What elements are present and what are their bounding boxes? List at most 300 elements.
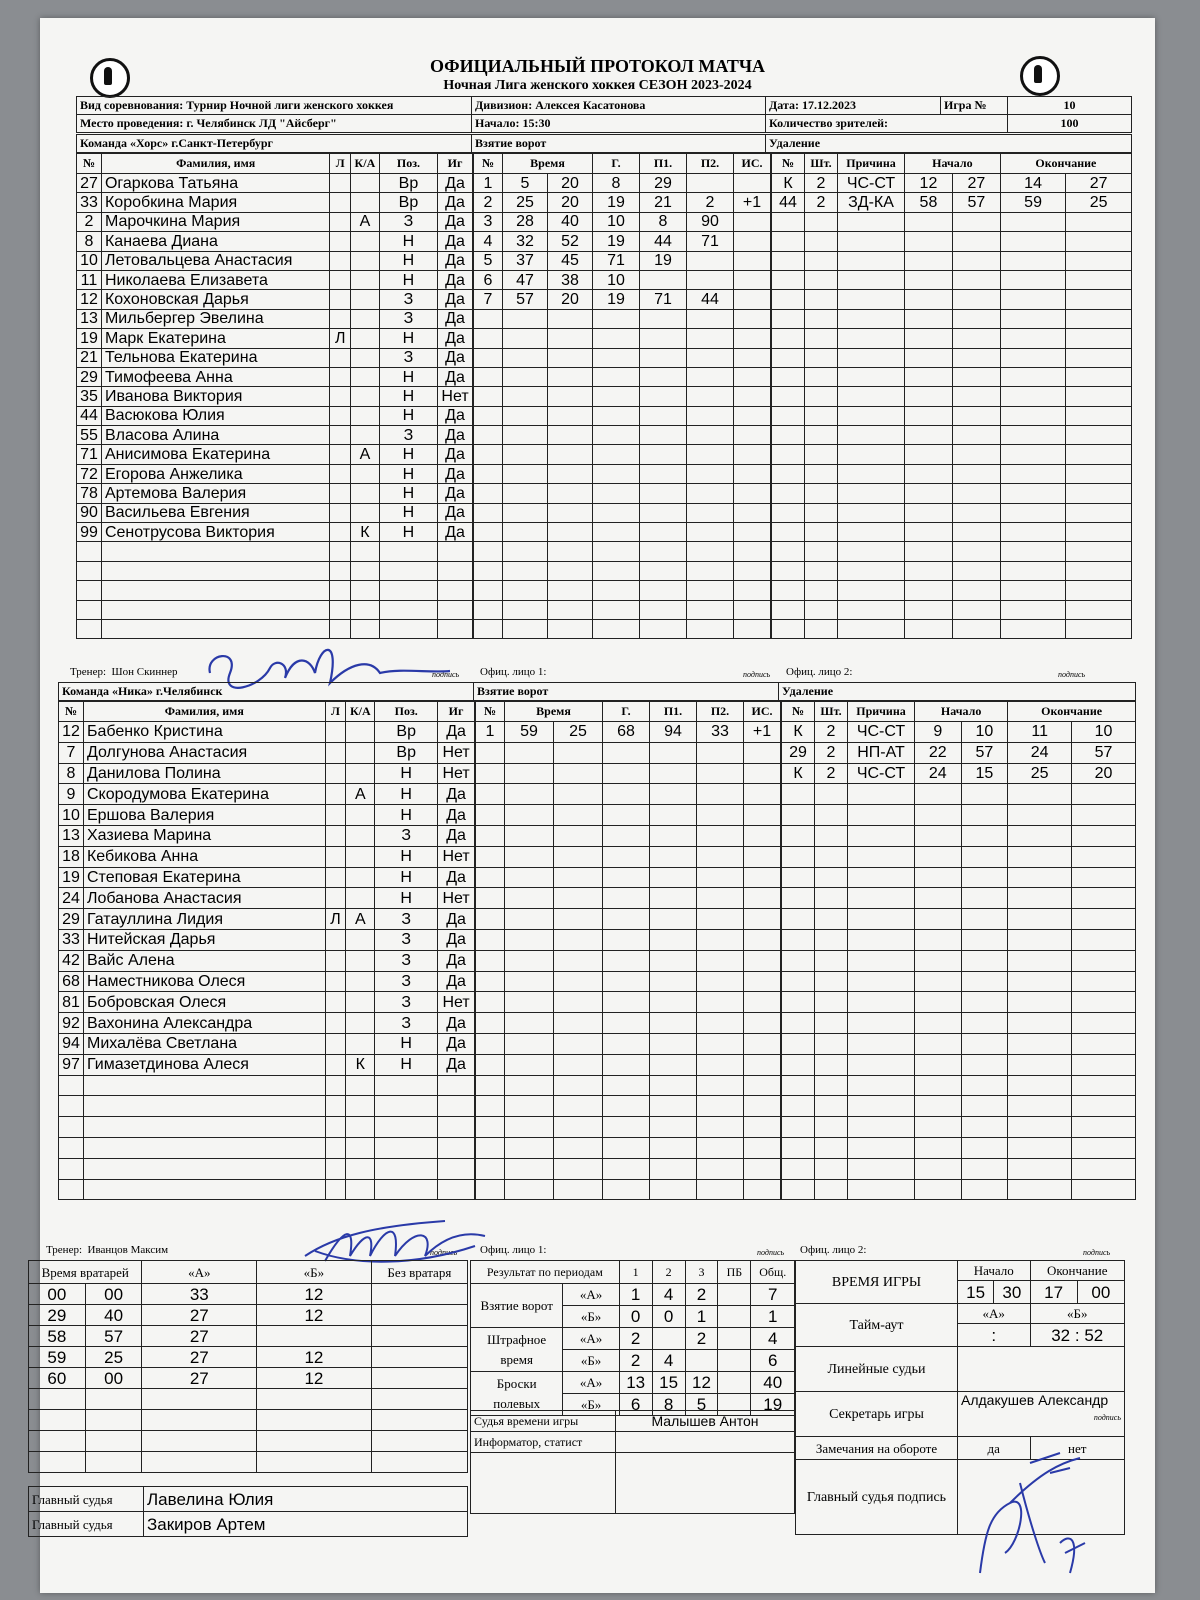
player-name bbox=[83, 1179, 325, 1200]
pen-end-min bbox=[1008, 1096, 1072, 1117]
player-l bbox=[330, 581, 351, 600]
player-pos: Вр bbox=[375, 722, 438, 743]
pen-reason bbox=[838, 542, 905, 561]
player-ka bbox=[350, 367, 379, 386]
player-played bbox=[438, 1179, 475, 1200]
table-row bbox=[772, 581, 1132, 600]
goal-min bbox=[505, 950, 554, 971]
player-number: 21 bbox=[77, 348, 102, 367]
pen-end-min bbox=[1000, 270, 1066, 289]
goal-min bbox=[503, 426, 548, 445]
goal-no bbox=[474, 309, 503, 328]
goal-min: 5 bbox=[503, 174, 548, 193]
col-header: Г. bbox=[593, 154, 640, 174]
col-header: Фамилия, имя bbox=[101, 154, 329, 174]
pen-reason bbox=[838, 367, 905, 386]
goal-sec bbox=[548, 464, 593, 483]
player-number: 81 bbox=[59, 992, 84, 1013]
pen-minutes bbox=[805, 232, 838, 251]
pen-player: 29 bbox=[782, 742, 815, 763]
col-header: Причина bbox=[848, 702, 915, 722]
player-played bbox=[438, 1075, 475, 1096]
goal-sec bbox=[554, 1137, 603, 1158]
table-row bbox=[782, 1096, 1136, 1117]
pen-end-sec bbox=[1072, 1075, 1136, 1096]
table-row bbox=[474, 329, 771, 348]
pen-end-sec bbox=[1066, 523, 1132, 542]
goal-min bbox=[505, 1013, 554, 1034]
secretary-cell bbox=[958, 1392, 1125, 1437]
goal-no bbox=[476, 1075, 505, 1096]
period-2: 0 bbox=[652, 1306, 685, 1328]
player-number: 12 bbox=[77, 290, 102, 309]
table-row bbox=[59, 1013, 475, 1034]
pen-reason bbox=[838, 270, 905, 289]
player-ka bbox=[350, 251, 379, 270]
goal-sec bbox=[548, 600, 593, 619]
pen-end-min: 11 bbox=[1008, 722, 1072, 743]
player-ka bbox=[346, 1033, 375, 1054]
timeout-b-label: «Б» bbox=[1030, 1304, 1125, 1324]
goal-sec bbox=[554, 929, 603, 950]
goal-strength bbox=[734, 387, 771, 406]
goal-no bbox=[476, 1137, 505, 1158]
player-number bbox=[77, 561, 102, 580]
player-pos: З bbox=[379, 348, 437, 367]
goalie-empty-net bbox=[371, 1347, 467, 1368]
col-header: № bbox=[77, 154, 102, 174]
player-number bbox=[59, 1158, 84, 1179]
pen-reason bbox=[838, 561, 905, 580]
goal-no bbox=[476, 1117, 505, 1138]
goal-scorer bbox=[603, 1158, 650, 1179]
goal-scorer bbox=[603, 888, 650, 909]
goalie-empty-net bbox=[371, 1452, 467, 1473]
table-row bbox=[782, 1054, 1136, 1075]
period-col-header: 1 bbox=[619, 1261, 652, 1284]
pen-player: К bbox=[782, 763, 815, 784]
goal-min bbox=[503, 619, 548, 638]
table-row bbox=[474, 445, 771, 464]
goal-strength bbox=[734, 523, 771, 542]
table-row bbox=[782, 846, 1136, 867]
player-name: Канаева Диана bbox=[101, 232, 329, 251]
goalie-b: 12 bbox=[257, 1368, 372, 1389]
chief-referee-1-label: Главный судья bbox=[29, 1487, 144, 1512]
team-b-header bbox=[58, 682, 1136, 701]
table-row bbox=[77, 212, 473, 231]
player-name: Огаркова Татьяна bbox=[101, 174, 329, 193]
table-row bbox=[77, 523, 473, 542]
table-row bbox=[59, 763, 475, 784]
pen-start-sec: 15 bbox=[961, 763, 1008, 784]
goal-scorer bbox=[603, 1075, 650, 1096]
table-row bbox=[29, 1410, 468, 1431]
goalie-a bbox=[142, 1389, 257, 1410]
goal-no bbox=[476, 1054, 505, 1075]
table-row bbox=[59, 1054, 475, 1075]
goal-assist1 bbox=[640, 348, 687, 367]
pen-start-min bbox=[905, 503, 953, 522]
goal-assist2 bbox=[687, 484, 734, 503]
match-date: Дата: 17.12.2023 bbox=[766, 97, 941, 115]
goal-sec bbox=[548, 523, 593, 542]
period-total: 4 bbox=[751, 1328, 795, 1350]
goal-strength bbox=[734, 581, 771, 600]
pen-start-min bbox=[915, 950, 962, 971]
table-row bbox=[471, 1372, 795, 1394]
goalie-sec bbox=[85, 1389, 142, 1410]
goal-scorer bbox=[603, 867, 650, 888]
player-played bbox=[438, 1117, 475, 1138]
pen-reason bbox=[848, 1117, 915, 1138]
player-ka: А bbox=[350, 212, 379, 231]
pen-end-sec bbox=[1066, 503, 1132, 522]
col-header: П1. bbox=[650, 702, 697, 722]
pen-start-min bbox=[915, 1117, 962, 1138]
team-b-goals-title: Взятие ворот bbox=[474, 683, 779, 701]
player-l bbox=[325, 992, 346, 1013]
player-name: Гатауллина Лидия bbox=[83, 909, 325, 930]
pen-start-min bbox=[915, 992, 962, 1013]
goalie-b: 12 bbox=[257, 1347, 372, 1368]
goal-assist2 bbox=[697, 742, 744, 763]
player-pos bbox=[379, 542, 437, 561]
goal-min bbox=[503, 561, 548, 580]
player-played: Да bbox=[438, 950, 475, 971]
player-played: Да bbox=[438, 1033, 475, 1054]
goal-assist2 bbox=[697, 1075, 744, 1096]
goal-sec: 45 bbox=[548, 251, 593, 270]
chief-referee-2-label: Главный судья bbox=[29, 1512, 144, 1537]
pen-minutes: 2 bbox=[815, 763, 848, 784]
col-header: К/А bbox=[346, 702, 375, 722]
goal-min: 32 bbox=[503, 232, 548, 251]
secretary-signature bbox=[960, 1443, 1100, 1593]
player-name: Бабенко Кристина bbox=[83, 722, 325, 743]
goal-sec bbox=[554, 888, 603, 909]
goal-assist2 bbox=[687, 329, 734, 348]
player-ka bbox=[346, 1013, 375, 1034]
pen-reason bbox=[838, 309, 905, 328]
col-header: № bbox=[476, 702, 505, 722]
player-pos: Н bbox=[379, 232, 437, 251]
pen-player bbox=[772, 290, 805, 309]
table-row bbox=[476, 825, 781, 846]
pen-start-sec bbox=[961, 1054, 1008, 1075]
player-number: 18 bbox=[59, 846, 84, 867]
team-a-header bbox=[76, 134, 1132, 153]
pen-minutes bbox=[805, 561, 838, 580]
pen-minutes: 2 bbox=[805, 193, 838, 212]
goal-assist2 bbox=[697, 867, 744, 888]
player-ka bbox=[346, 825, 375, 846]
goal-assist2 bbox=[687, 348, 734, 367]
goal-sec: 20 bbox=[548, 174, 593, 193]
pen-start-sec bbox=[952, 619, 1000, 638]
goal-no bbox=[476, 992, 505, 1013]
goal-no bbox=[476, 867, 505, 888]
table-row bbox=[476, 992, 781, 1013]
player-l bbox=[325, 929, 346, 950]
table-row bbox=[782, 784, 1136, 805]
pen-player bbox=[782, 1054, 815, 1075]
goal-min: 57 bbox=[503, 290, 548, 309]
player-l bbox=[330, 290, 351, 309]
table-row bbox=[59, 867, 475, 888]
goal-scorer bbox=[603, 805, 650, 826]
table-row bbox=[77, 348, 473, 367]
goalie-b bbox=[257, 1410, 372, 1431]
pen-start-sec bbox=[961, 909, 1008, 930]
pen-minutes: 2 bbox=[815, 742, 848, 763]
player-ka bbox=[346, 1075, 375, 1096]
table-row bbox=[772, 445, 1132, 464]
goal-assist2 bbox=[697, 805, 744, 826]
goal-strength bbox=[744, 763, 781, 784]
col-header: Иг bbox=[438, 154, 473, 174]
goal-sec bbox=[554, 825, 603, 846]
pen-end-sec bbox=[1066, 290, 1132, 309]
pen-start-sec bbox=[952, 464, 1000, 483]
table-row bbox=[77, 290, 473, 309]
pen-start-sec bbox=[952, 290, 1000, 309]
pen-reason: НП-АТ bbox=[848, 742, 915, 763]
goalie-b bbox=[257, 1452, 372, 1473]
goal-no bbox=[474, 581, 503, 600]
player-l bbox=[325, 1158, 346, 1179]
goal-assist2 bbox=[687, 309, 734, 328]
player-played: Да bbox=[438, 290, 473, 309]
goal-assist1 bbox=[640, 464, 687, 483]
pen-player bbox=[772, 523, 805, 542]
pen-start-min bbox=[915, 1075, 962, 1096]
pen-start-min bbox=[915, 888, 962, 909]
table-row bbox=[474, 232, 771, 251]
pen-player bbox=[782, 950, 815, 971]
player-pos: З bbox=[375, 825, 438, 846]
table-row bbox=[772, 387, 1132, 406]
period-1: 1 bbox=[619, 1284, 652, 1306]
pen-minutes bbox=[805, 251, 838, 270]
pen-reason bbox=[838, 290, 905, 309]
player-name: Бобровская Олеся bbox=[83, 992, 325, 1013]
pen-reason bbox=[848, 1096, 915, 1117]
goal-assist2 bbox=[687, 581, 734, 600]
table-row bbox=[29, 1389, 468, 1410]
player-name bbox=[101, 561, 329, 580]
goal-sec bbox=[548, 542, 593, 561]
goal-min bbox=[503, 600, 548, 619]
table-row bbox=[782, 722, 1136, 743]
goal-strength bbox=[744, 784, 781, 805]
pen-end-min bbox=[1008, 784, 1072, 805]
player-l bbox=[325, 763, 346, 784]
pen-end-sec bbox=[1066, 426, 1132, 445]
goal-assist2: 44 bbox=[687, 290, 734, 309]
goalie-sec: 00 bbox=[85, 1368, 142, 1389]
table-row bbox=[782, 1137, 1136, 1158]
pen-reason bbox=[838, 600, 905, 619]
player-name: Вахонина Александра bbox=[83, 1013, 325, 1034]
player-number: 90 bbox=[77, 503, 102, 522]
player-ka bbox=[346, 992, 375, 1013]
goal-strength bbox=[734, 445, 771, 464]
pen-end-min bbox=[1000, 329, 1066, 348]
goal-assist1 bbox=[640, 619, 687, 638]
table-row bbox=[782, 950, 1136, 971]
goal-assist2: 90 bbox=[687, 212, 734, 231]
goal-scorer bbox=[603, 992, 650, 1013]
table-row bbox=[77, 581, 473, 600]
table-row bbox=[77, 193, 473, 212]
goalie-b bbox=[257, 1431, 372, 1452]
goal-no bbox=[476, 929, 505, 950]
pen-end-min bbox=[1008, 867, 1072, 888]
goal-strength bbox=[734, 406, 771, 425]
goalie-min: 59 bbox=[29, 1347, 86, 1368]
team-a-goals bbox=[473, 153, 771, 639]
pen-end-min bbox=[1008, 1158, 1072, 1179]
pen-end-min bbox=[1000, 542, 1066, 561]
pen-reason bbox=[838, 232, 905, 251]
goal-scorer: 19 bbox=[593, 232, 640, 251]
table-row bbox=[476, 950, 781, 971]
player-l bbox=[330, 445, 351, 464]
pen-start-sec bbox=[961, 971, 1008, 992]
linesmen-label: Линейные судьи bbox=[796, 1347, 958, 1392]
pen-start-sec bbox=[961, 950, 1008, 971]
goal-assist2 bbox=[697, 1158, 744, 1179]
timekeeper-label: Судья времени игры bbox=[471, 1411, 616, 1432]
goal-sec bbox=[548, 484, 593, 503]
player-name: Анисимова Екатерина bbox=[101, 445, 329, 464]
pen-end-sec bbox=[1072, 1013, 1136, 1034]
goal-min bbox=[505, 805, 554, 826]
goal-scorer bbox=[603, 1096, 650, 1117]
pen-end-min bbox=[1000, 348, 1066, 367]
goalie-min bbox=[29, 1431, 86, 1452]
goal-scorer: 10 bbox=[593, 270, 640, 289]
pen-start-sec bbox=[952, 581, 1000, 600]
pen-reason bbox=[838, 406, 905, 425]
pen-end-min bbox=[1008, 846, 1072, 867]
table-row bbox=[772, 464, 1132, 483]
pen-player bbox=[772, 503, 805, 522]
player-pos: Н bbox=[379, 484, 437, 503]
pen-start-min bbox=[905, 523, 953, 542]
player-pos: Н bbox=[379, 464, 437, 483]
period-total: 19 bbox=[751, 1394, 795, 1416]
player-ka: К bbox=[350, 523, 379, 542]
player-played: Да bbox=[438, 348, 473, 367]
player-name: Власова Алина bbox=[101, 426, 329, 445]
team-a-off1-sign-caption: подпись bbox=[743, 670, 771, 679]
goal-sec bbox=[554, 1179, 603, 1200]
period-total: 7 bbox=[751, 1284, 795, 1306]
pen-minutes bbox=[805, 464, 838, 483]
pen-minutes bbox=[815, 909, 848, 930]
player-pos bbox=[375, 1117, 438, 1138]
player-played: Да bbox=[438, 464, 473, 483]
pen-start-sec bbox=[952, 367, 1000, 386]
player-played: Да bbox=[438, 445, 473, 464]
pen-reason bbox=[848, 825, 915, 846]
table-row bbox=[59, 1033, 475, 1054]
player-ka bbox=[346, 950, 375, 971]
player-number: 97 bbox=[59, 1054, 84, 1075]
table-row bbox=[77, 445, 473, 464]
player-l bbox=[325, 950, 346, 971]
goal-assist1 bbox=[650, 742, 697, 763]
pen-player bbox=[772, 542, 805, 561]
game-end-m: 00 bbox=[1077, 1281, 1124, 1304]
pen-end-min bbox=[1008, 805, 1072, 826]
pen-minutes bbox=[805, 445, 838, 464]
pen-start-min bbox=[915, 1096, 962, 1117]
player-l bbox=[330, 270, 351, 289]
table-row bbox=[59, 784, 475, 805]
goal-min bbox=[503, 387, 548, 406]
goal-assist1: 8 bbox=[640, 212, 687, 231]
goal-no bbox=[474, 619, 503, 638]
player-l bbox=[330, 484, 351, 503]
goal-scorer bbox=[603, 846, 650, 867]
goalie-a bbox=[142, 1431, 257, 1452]
goal-no bbox=[476, 1013, 505, 1034]
goal-min bbox=[505, 1075, 554, 1096]
goal-assist1 bbox=[650, 1075, 697, 1096]
pen-end-min bbox=[1000, 426, 1066, 445]
team-b-official-2: Офиц. лицо 2: bbox=[800, 1244, 867, 1256]
goalie-empty-net bbox=[371, 1431, 467, 1452]
goal-assist1 bbox=[640, 561, 687, 580]
col-header: № bbox=[474, 154, 503, 174]
goal-assist1: 19 bbox=[640, 251, 687, 270]
period-1: 6 bbox=[619, 1394, 652, 1416]
table-row bbox=[29, 1347, 468, 1368]
goal-no bbox=[474, 561, 503, 580]
table-row bbox=[29, 1305, 468, 1326]
player-pos: Н bbox=[379, 503, 437, 522]
pen-reason bbox=[848, 1013, 915, 1034]
goal-no: 1 bbox=[474, 174, 503, 193]
match-info-table bbox=[76, 96, 1132, 133]
player-ka: А bbox=[346, 784, 375, 805]
player-pos: З bbox=[375, 1013, 438, 1034]
player-pos: Н bbox=[379, 523, 437, 542]
player-pos bbox=[375, 1137, 438, 1158]
pen-end-sec bbox=[1072, 1158, 1136, 1179]
pen-player bbox=[772, 270, 805, 289]
goal-no: 3 bbox=[474, 212, 503, 231]
pen-start-sec bbox=[961, 805, 1008, 826]
player-pos bbox=[375, 1179, 438, 1200]
goal-assist1 bbox=[650, 825, 697, 846]
table-row bbox=[772, 290, 1132, 309]
player-name: Хазиева Марина bbox=[83, 825, 325, 846]
pen-start-sec bbox=[961, 825, 1008, 846]
pen-player bbox=[782, 1075, 815, 1096]
pen-start-sec bbox=[952, 348, 1000, 367]
pen-end-sec: 57 bbox=[1072, 742, 1136, 763]
player-name: Марк Екатерина bbox=[101, 329, 329, 348]
protocol-sheet bbox=[32, 18, 1155, 1593]
table-row bbox=[476, 909, 781, 930]
table-row bbox=[77, 406, 473, 425]
player-played: Да bbox=[438, 722, 475, 743]
table-row bbox=[474, 600, 771, 619]
